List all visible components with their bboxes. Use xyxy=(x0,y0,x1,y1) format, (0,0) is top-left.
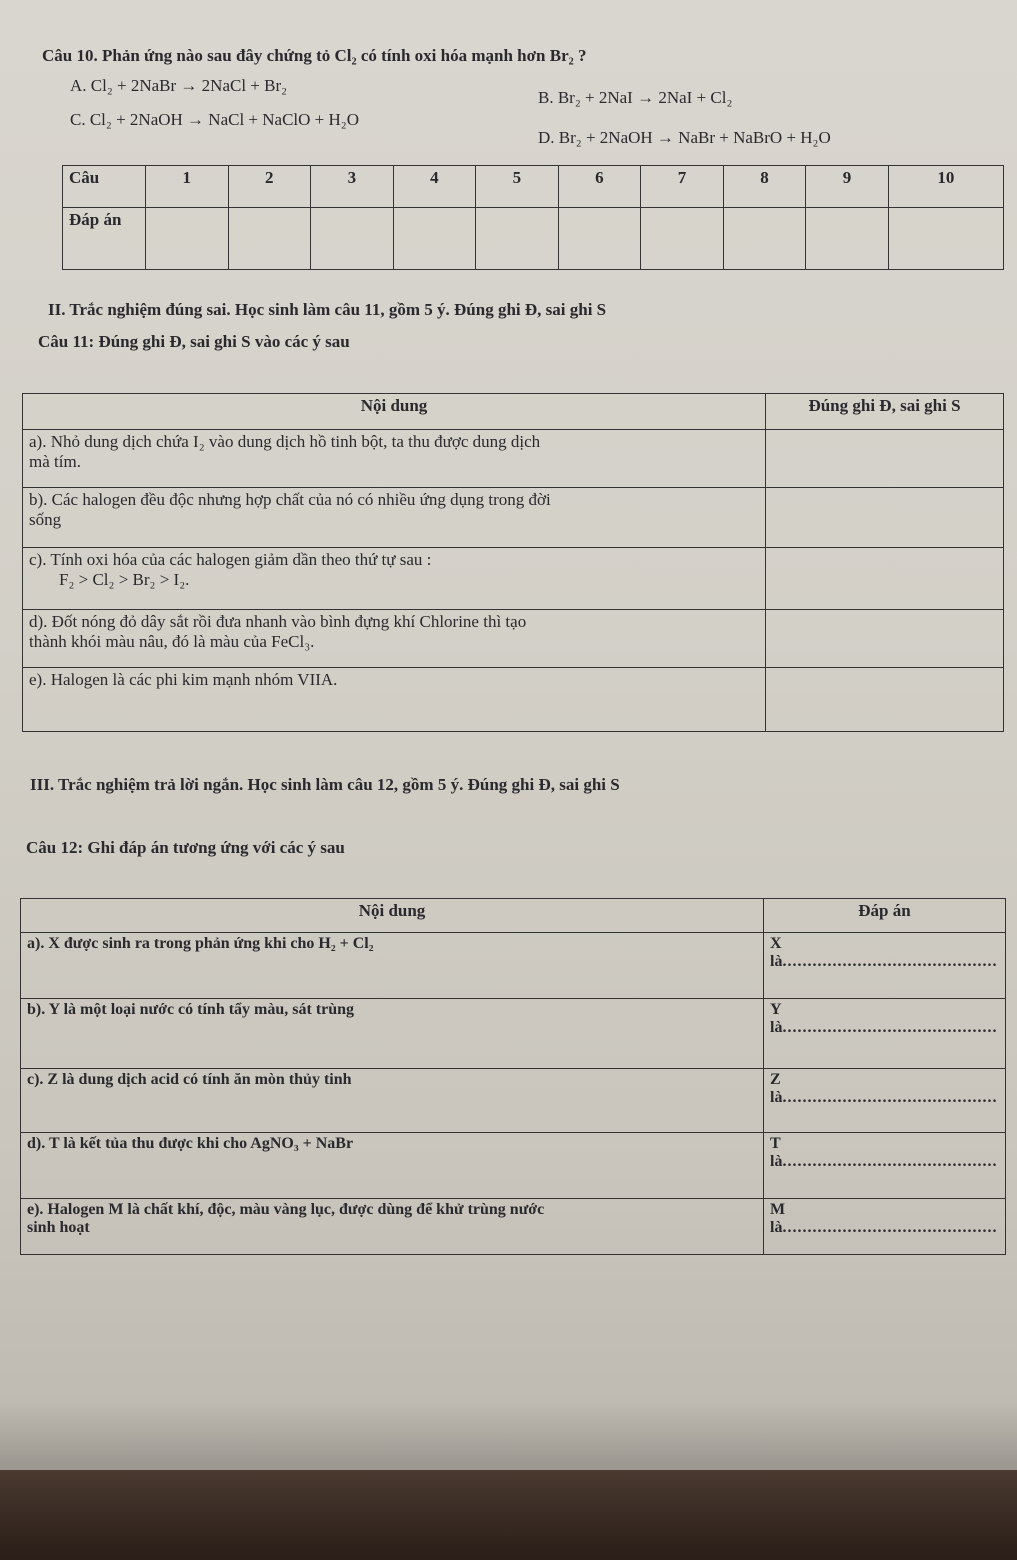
answer-cell[interactable] xyxy=(888,208,1003,270)
sa-item-b xyxy=(21,999,764,1069)
answer-grid-number: 9 xyxy=(806,166,889,208)
tf-col-answer: Đúng ghi Đ, sai ghi S xyxy=(766,394,1004,430)
sa-answer-label: Z là xyxy=(770,1071,783,1106)
sa-answer-cell[interactable] xyxy=(764,933,1006,999)
answer-grid-number: 5 xyxy=(476,166,559,208)
tf-item-text: d). Đốt nóng đỏ dây sắt rồi đưa nhanh vào bình đựng khí Chlorine thì tạo xyxy=(29,612,527,631)
tf-item-text: c). Tính oxi hóa của các halogen giảm dần theo thứ tự sau : xyxy=(29,550,432,569)
answer-grid-number: 6 xyxy=(558,166,641,208)
answer-cell[interactable] xyxy=(311,208,394,270)
q10-option-a: A. Cl₂ + 2NaBr → 2NaCl + Br₂ xyxy=(70,76,288,95)
sa-answer-blank: ........................................... xyxy=(782,1153,998,1170)
answer-grid-number: 3 xyxy=(311,166,394,208)
tf-item-b xyxy=(23,488,766,548)
sa-answer-cell[interactable] xyxy=(764,1133,1006,1199)
q10-title: Câu 10. Phản ứng nào sau đây chứng tỏ Cl₂ có tính oxi hóa mạnh hơn Br₂ ? xyxy=(42,46,587,65)
section2-heading: II. Trắc nghiệm đúng sai. Học sinh làm câu 11, gồm 5 ý. Đúng ghi Đ, sai ghi S xyxy=(48,300,607,319)
q12-title: Câu 12: Ghi đáp án tương ứng với các ý sau xyxy=(26,838,345,857)
short-answer-table xyxy=(20,898,1006,1255)
sa-item-text: b). Y là một loại nước có tính tẩy màu, sát trùng xyxy=(27,1001,355,1018)
tf-item-text-2: F₂ > Cl₂ > Br₂ > I₂. xyxy=(59,570,190,589)
table-surface xyxy=(0,1470,1017,1560)
q10-option-b: B. Br₂ + 2NaI → 2NaI + Cl₂ xyxy=(538,88,733,107)
sa-answer-blank: ........................................... xyxy=(782,1019,998,1036)
sa-item-text-2: sinh hoạt xyxy=(27,1219,90,1236)
tf-item-a xyxy=(23,430,766,488)
answer-grid-number: 4 xyxy=(393,166,476,208)
answer-grid-number: 10 xyxy=(888,166,1003,208)
sa-item-text: e). Halogen M là chất khí, độc, màu vàng lục, được dùng để khử trùng nước xyxy=(27,1201,545,1218)
q11-title: Câu 11: Đúng ghi Đ, sai ghi S vào các ý sau xyxy=(38,332,350,351)
sa-answer-label: M là xyxy=(770,1201,786,1236)
sa-answer-label: T là xyxy=(770,1135,783,1170)
sa-item-e xyxy=(21,1199,764,1255)
sa-answer-label: X là xyxy=(770,935,783,970)
answer-cell[interactable] xyxy=(641,208,724,270)
answer-cell[interactable] xyxy=(558,208,641,270)
sa-item-text: d). T là kết tủa thu được khi cho AgNO₃ + NaBr xyxy=(27,1135,354,1152)
answer-cell[interactable] xyxy=(806,208,889,270)
tf-answer-cell[interactable] xyxy=(766,488,1004,548)
tf-item-text: a). Nhỏ dung dịch chứa I₂ vào dung dịch hồ tinh bột, ta thu được dung dịch xyxy=(29,432,541,451)
tf-item-text-2: sống xyxy=(29,510,62,529)
tf-answer-cell[interactable] xyxy=(766,668,1004,732)
sa-answer-cell[interactable] xyxy=(764,1069,1006,1133)
answer-grid-row-label: Đáp án xyxy=(63,208,146,270)
answer-cell[interactable] xyxy=(228,208,311,270)
sa-answer-blank: ........................................... xyxy=(782,1219,998,1236)
tf-item-d xyxy=(23,610,766,668)
sa-item-c xyxy=(21,1069,764,1133)
sa-answer-label: Y là xyxy=(770,1001,783,1036)
tf-answer-cell[interactable] xyxy=(766,610,1004,668)
sa-col-answer: Đáp án xyxy=(764,899,1006,933)
tf-item-e xyxy=(23,668,766,732)
section3-heading: III. Trắc nghiệm trả lời ngắn. Học sinh làm câu 12, gồm 5 ý. Đúng ghi Đ, sai ghi S xyxy=(30,775,620,794)
answer-grid xyxy=(62,165,1004,270)
sa-item-text: c). Z là dung dịch acid có tính ăn mòn thủy tinh xyxy=(27,1071,352,1088)
sa-answer-blank: ........................................... xyxy=(782,953,998,970)
answer-cell[interactable] xyxy=(393,208,476,270)
answer-grid-number: 1 xyxy=(146,166,229,208)
answer-cell[interactable] xyxy=(476,208,559,270)
sa-col-content: Nội dung xyxy=(21,899,764,933)
q10-option-c: C. Cl₂ + 2NaOH → NaCl + NaClO + H₂O xyxy=(70,110,359,129)
tf-answer-cell[interactable] xyxy=(766,430,1004,488)
sa-answer-cell[interactable] xyxy=(764,999,1006,1069)
tf-col-content: Nội dung xyxy=(23,394,766,430)
answer-grid-number: 8 xyxy=(723,166,806,208)
answer-cell[interactable] xyxy=(146,208,229,270)
answer-grid-number: 7 xyxy=(641,166,724,208)
sa-item-d xyxy=(21,1133,764,1199)
tf-item-c xyxy=(23,548,766,610)
true-false-table xyxy=(22,393,1004,732)
tf-item-text: b). Các halogen đều độc nhưng hợp chất của nó có nhiều ứng dụng trong đời xyxy=(29,490,551,509)
answer-grid-number: 2 xyxy=(228,166,311,208)
sa-item-text: a). X được sinh ra trong phản ứng khi cho H₂ + Cl₂ xyxy=(27,935,374,952)
tf-item-text: e). Halogen là các phi kim mạnh nhóm VIIA. xyxy=(29,670,338,689)
tf-answer-cell[interactable] xyxy=(766,548,1004,610)
answer-grid-header: Câu xyxy=(63,166,146,208)
sa-item-a xyxy=(21,933,764,999)
q10-option-d: D. Br₂ + 2NaOH → NaBr + NaBrO + H₂O xyxy=(538,128,831,147)
sa-answer-cell[interactable] xyxy=(764,1199,1006,1255)
sa-answer-blank: ........................................... xyxy=(782,1089,998,1106)
tf-item-text-2: thành khói màu nâu, đó là màu của FeCl₃. xyxy=(29,632,315,651)
answer-cell[interactable] xyxy=(723,208,806,270)
tf-item-text-2: mà tím. xyxy=(29,452,81,471)
